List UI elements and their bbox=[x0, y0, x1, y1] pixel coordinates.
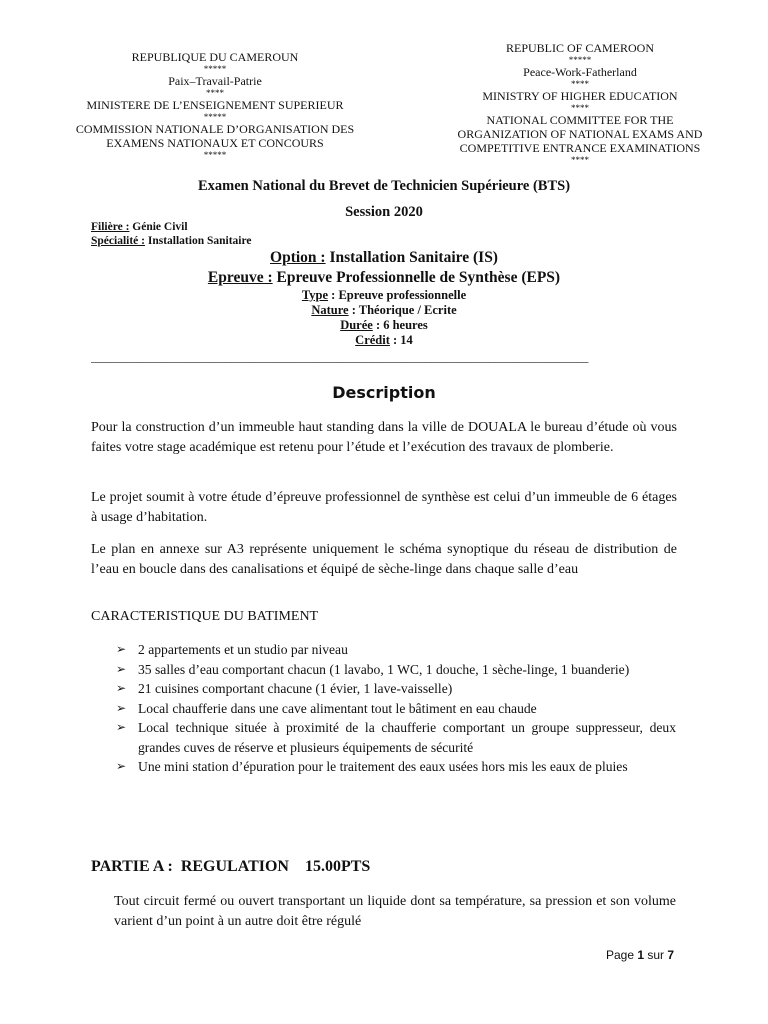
description-paragraph-1: Pour la construction d’un immeuble haut standing dans la ville de DOUALA le bureau d’étude où vous faites votre stage académique est retenu pour l’étude et l’exécution des travaux de plomberie. bbox=[91, 420, 677, 455]
specialite-line bbox=[91, 235, 251, 247]
separator-stars: ***** bbox=[568, 55, 592, 65]
filiere-value: Génie Civil bbox=[129, 221, 188, 233]
type-line bbox=[0, 288, 768, 303]
partie-a-text: Tout circuit fermé ou ouvert transportant un liquide dont sa température, sa pression et son volume varient d’un point à un autre doit être régulé bbox=[114, 894, 676, 929]
option-line bbox=[0, 249, 768, 267]
country-name-en: REPUBLIC OF CAMEROON bbox=[505, 41, 655, 55]
separator-stars: ***** bbox=[203, 112, 227, 122]
partie-a-heading: PARTIE A : REGULATION 15.00PTS bbox=[91, 858, 371, 875]
separator-stars: **** bbox=[206, 88, 224, 98]
credit-label: Crédit bbox=[355, 333, 390, 347]
epreuve-value: Epreuve Professionnelle de Synthèse (EPS) bbox=[272, 269, 561, 286]
nature-label: Nature bbox=[311, 303, 349, 317]
arrow-bullet-icon: ➢ bbox=[116, 681, 127, 695]
ministry-fr: MINISTERE DE L’ENSEIGNEMENT SUPERIEUR bbox=[86, 98, 344, 112]
credit-value: : 14 bbox=[389, 333, 413, 347]
motto-en: Peace-Work-Fatherland bbox=[523, 65, 637, 79]
list-item: ➢ Local chaufferie dans une cave alimentant tout le bâtiment en eau chaude bbox=[116, 699, 676, 719]
description-paragraph-2: Le projet soumit à votre étude d’épreuve professionnel de synthèse est celui d’un immeuble de 6 étages à usage d’habitation. bbox=[91, 490, 677, 525]
filiere-label: Filière : bbox=[91, 221, 130, 233]
commission-fr-line2: EXAMENS NATIONAUX ET CONCOURS bbox=[106, 136, 324, 150]
commission-fr-line1: COMMISSION NATIONALE D’ORGANISATION DES bbox=[75, 122, 355, 136]
arrow-bullet-icon: ➢ bbox=[116, 661, 127, 676]
committee-en-line1: NATIONAL COMMITTEE FOR THE bbox=[486, 113, 674, 127]
duree-line bbox=[0, 318, 768, 333]
option-value: Installation Sanitaire (IS) bbox=[325, 249, 498, 266]
committee-en-line3: COMPETITIVE ENTRANCE EXAMINATIONS bbox=[459, 141, 701, 155]
separator-stars: **** bbox=[571, 79, 589, 89]
arrow-bullet-icon: ➢ bbox=[116, 720, 127, 734]
list-item: ➢ 21 cuisines comportant chacune (1 évier, 1 lave-vaisselle) bbox=[116, 679, 676, 699]
duree-label: Durée bbox=[340, 318, 373, 332]
filiere-line bbox=[91, 221, 188, 233]
separator-stars: **** bbox=[571, 155, 589, 165]
nature-value: : Théorique / Ecrite bbox=[348, 303, 457, 317]
duree-value: : 6 heures bbox=[372, 318, 428, 332]
arrow-bullet-icon: ➢ bbox=[116, 700, 127, 715]
description-paragraph-3: Le plan en annexe sur A3 représente uniquement le schéma synoptique du réseau de distribution de l’eau en boucle dans des canalisations et équipé de sèche-linge dans chaque salle d’eau bbox=[91, 542, 677, 577]
list-item: ➢ 2 appartements et un studio par niveau bbox=[116, 640, 676, 660]
list-item: ➢ Une mini station d’épuration pour le traitement des eaux usées hors mis les eaux de pluies bbox=[116, 757, 676, 777]
header-right bbox=[415, 41, 745, 165]
arrow-bullet-icon: ➢ bbox=[116, 759, 127, 773]
separator-stars: ***** bbox=[203, 64, 227, 74]
ministry-en: MINISTRY OF HIGHER EDUCATION bbox=[482, 89, 678, 103]
country-name-fr: REPUBLIQUE DU CAMEROUN bbox=[131, 50, 299, 64]
exam-title: Examen National du Brevet de Technicien Supérieure (BTS) bbox=[197, 178, 571, 194]
specialite-value: Installation Sanitaire bbox=[144, 235, 252, 247]
epreuve-line bbox=[0, 269, 768, 287]
specialite-label: Spécialité : bbox=[91, 235, 145, 247]
nature-line bbox=[0, 303, 768, 318]
motto-fr: Paix–Travail-Patrie bbox=[168, 74, 262, 88]
list-item: ➢ 35 salles d’eau comportant chacun (1 lavabo, 1 WC, 1 douche, 1 sèche-linge, 1 buanderie) bbox=[116, 660, 676, 680]
caracteristique-list bbox=[116, 640, 676, 777]
separator-stars: **** bbox=[571, 103, 589, 113]
separator-line: _____________________________________________________________________________________ bbox=[91, 350, 589, 364]
type-label: Type bbox=[301, 288, 329, 302]
committee-en-line2: ORGANIZATION OF NATIONAL EXAMS AND bbox=[457, 127, 703, 141]
credit-line bbox=[0, 333, 768, 348]
epreuve-label: Epreuve : bbox=[207, 269, 273, 286]
exam-session: Session 2020 bbox=[345, 204, 423, 220]
option-label: Option : bbox=[270, 249, 326, 266]
description-heading: Description bbox=[332, 383, 436, 402]
header-left bbox=[50, 50, 380, 160]
arrow-bullet-icon: ➢ bbox=[116, 642, 127, 656]
caracteristique-heading: CARACTERISTIQUE DU BATIMENT bbox=[91, 609, 319, 624]
page-number: Page 1 sur 7 bbox=[606, 948, 675, 962]
separator-stars: ***** bbox=[203, 150, 227, 160]
list-item: ➢ Local technique située à proximité de la chaufferie comportant un groupe suppresseur, deux grandes cuves de réserve et plusieurs équipements de sécurité bbox=[116, 720, 676, 755]
type-value: : Epreuve professionnelle bbox=[328, 288, 467, 302]
